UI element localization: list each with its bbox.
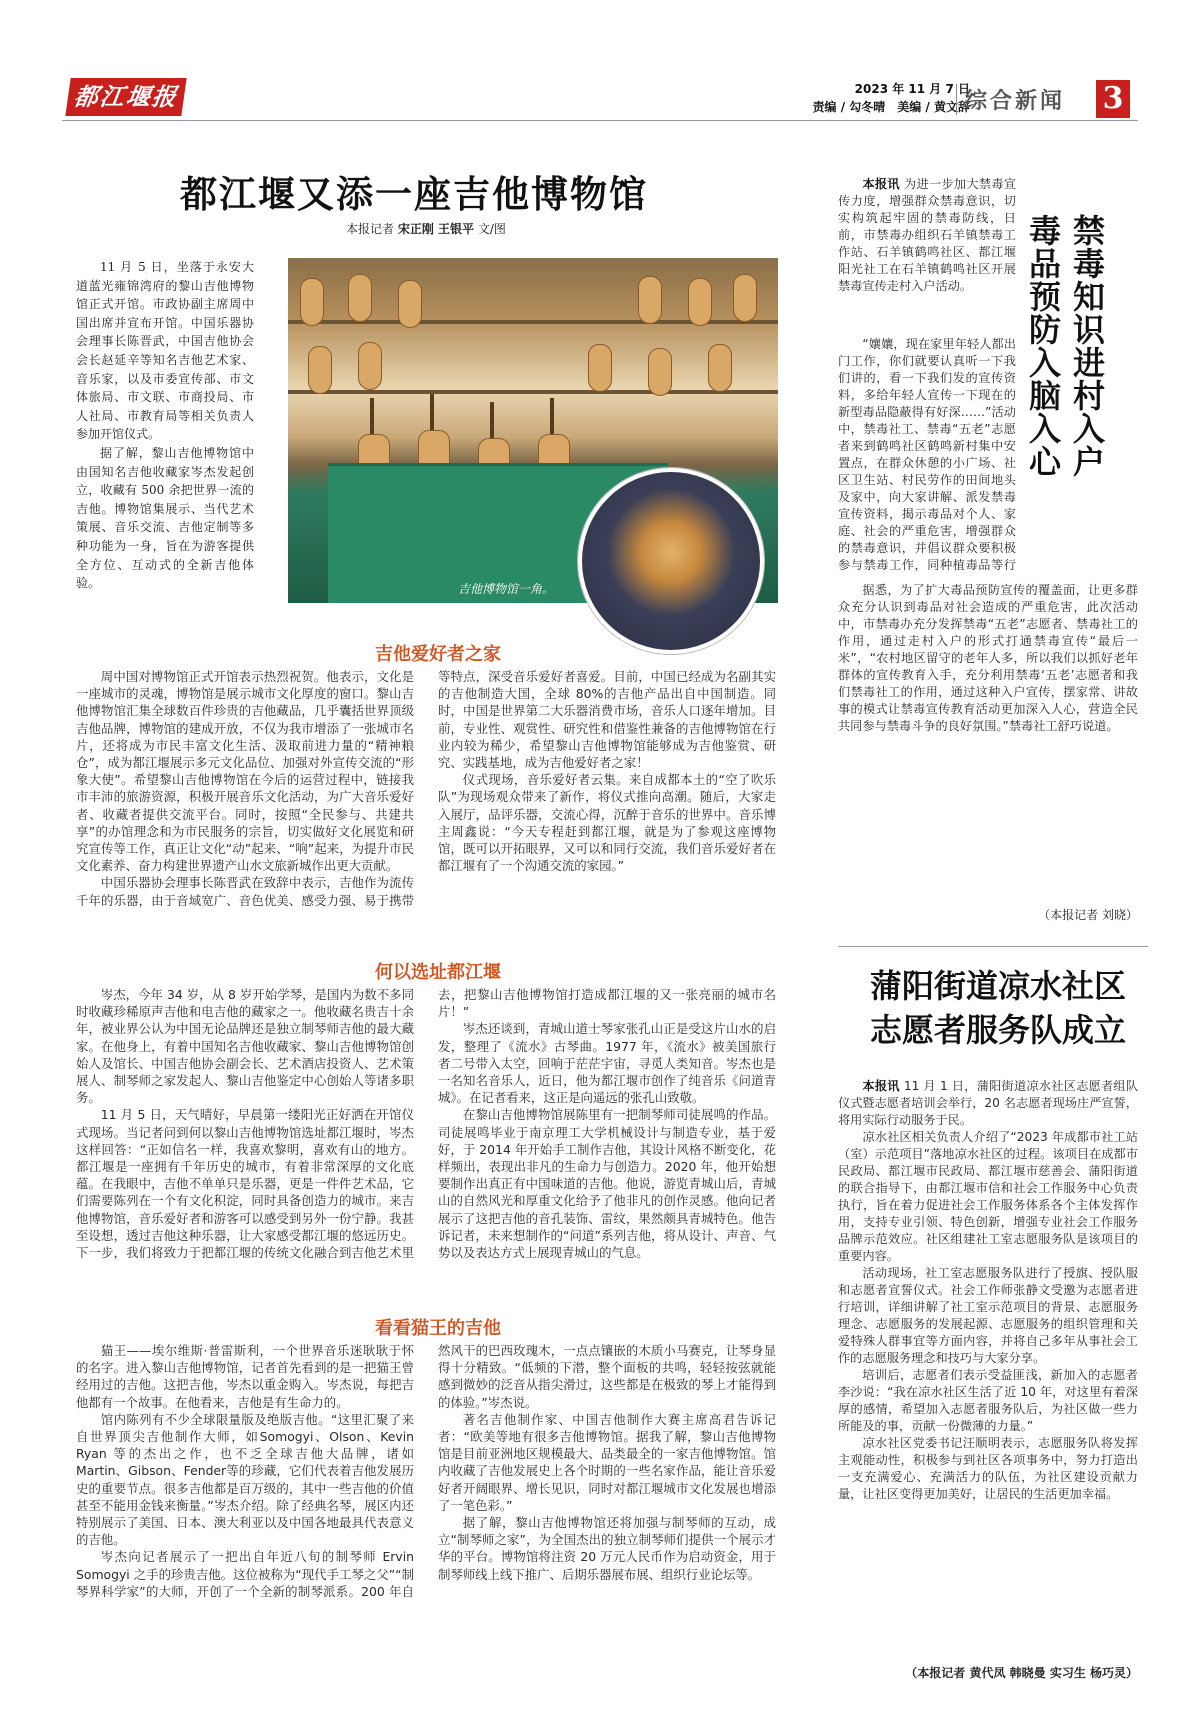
volunteer-headline — [848, 964, 1148, 1052]
guitar-shape — [348, 274, 372, 322]
body-paragraph: 在黎山吉他博物馆展陈里有一把制琴师司徒展鸣的作品。司徒展鸣毕业于南京理工大学机械设计与制造专业，基于爱好，于 2014 年开始手工制作吉他，其设计风格不断变化，花样频出，表现出非凡的生命力与创造力。2020 年，他开始想要制作出真正有中国味道的吉他。他说，游览青城山后，青城山的自然风光和厚重文化给予了他非凡的创作灵感。他向记者展示了这把吉他的音孔装饰、雷纹，果然颇具青城特色。他告诉记者，未来想制作的“问道”系列吉他，将从设计、声音、气势以及表达方式上展现青城山的气息。 — [438, 1107, 776, 1261]
section-3-body — [76, 1342, 776, 1688]
guitar-shape — [733, 274, 757, 322]
lead-tag: 本报讯 — [862, 177, 900, 191]
anti-drug-headline-line-2: 毒品预防入脑入心 — [1024, 214, 1062, 478]
article-lede — [76, 258, 254, 593]
anti-drug-body-wide — [838, 582, 1138, 892]
right-column-divider — [838, 946, 1148, 947]
byline — [346, 220, 506, 237]
byline-suffix: 文/图 — [477, 222, 506, 236]
body-paragraph: 猫王——埃尔维斯·普雷斯利，一个世界音乐迷耿耿于怀的名字。进入黎山吉他博物馆，记者首先看到的是一把猫王曾经用过的吉他。这把吉他，岑杰以重金购入。岑杰说，每把吉他都有一个故事。在他看来，吉他是有生命力的。 — [76, 1343, 414, 1410]
photo-caption: 吉他博物馆一角。 — [458, 582, 555, 596]
guitar-shape — [708, 344, 732, 392]
lead-tag: 本报讯 — [862, 1079, 900, 1093]
subhead-section-2: 何以选址都江堰 — [375, 962, 501, 983]
guitar-neck — [550, 398, 554, 438]
lead-text: 为进一步加大禁毒宣传力度，增强群众禁毒意识，切实构筑起牢固的禁毒防线，日前，市禁毒办组织石羊镇禁毒工作站、石羊镇鹤鸣社区、都江堰阳光社工在石羊镇鹤鸣社区开展禁毒宣传走村入户活动。 — [838, 177, 1017, 293]
body-paragraph — [838, 176, 1016, 295]
guitar-shape — [648, 348, 672, 396]
body-paragraph: 据悉，为了扩大毒品预防宣传的覆盖面，让更多群众充分认识到毒品对社会造成的严重危害，此次活动中，市禁毒办充分发挥禁毒“五老”志愿者、禁毒社工的作用，通过走村入户的形式打通禁毒宣传“最后一米”，“农村地区留守的老年人多，所以我们以抓好老年群体的宣传教育入手，充分利用禁毒‘五老’志愿者和我们禁毒社工的作用，通过这种入户宣传，摆家常、讲故事的模式让禁毒宣传教育活动更加深入人心，营造全民共同参与禁毒斗争的良好氛围。”禁毒社工舒巧说道。 — [838, 583, 1138, 733]
subhead-section-3: 看看猫王的吉他 — [375, 1318, 501, 1339]
guitar-neck — [490, 402, 494, 442]
guitar-shape — [300, 278, 324, 326]
body-paragraph: 中国乐器协会理事长陈晋武在致辞中表示，吉他作为流传千年的乐器，由于音域宽广、音色优美、感受力强、易于携带等特点，深受音乐爱好者喜爱。目前，中国已经成为名副其实的吉他制造大国，全球 80%的吉他产品出自中国制造。同时，中国是世界第二大乐器消费市场，音乐人口逐年增加。目前，专业性、观赏性、研究性和借鉴性兼备的吉他博物馆在行业内较为稀少，希望黎山吉他博物馆能够成为吉他鉴赏、研究、实践基地，成为吉他爱好者之家！ — [76, 669, 776, 908]
section-1-body — [76, 668, 776, 950]
body-paragraph: 据了解，黎山吉他博物馆还将加强与制琴师的互动，成立“制琴师之家”，为全国杰出的独立制琴师们提供一个展示才华的平台。博物馆将注资 20 万元人民币作为启动资金，用于制琴师线上线下推广、后期乐器展布展、组织行业论坛等。 — [438, 1515, 776, 1582]
body-paragraph: 仪式现场，音乐爱好者云集。来自成都本土的“空了吹乐队”为现场观众带来了新作，将仪式推向高潮。随后，大家走入展厅，品评乐器，交流心得，沉醉于音乐的世界中。音乐博主周鑫说：“今天专程赶到都江堰，就是为了参观这座博物馆，既可以开拓眼界，又可以和同行交流，我们音乐爱好者在都江堰有了一个沟通交流的家园。” — [438, 772, 776, 874]
body-paragraph: 凉水社区党委书记汪顺明表示，志愿服务队将发挥主观能动性，积极参与到社区各项事务中，努力打造出一支充满爱心、充满活力的队伍，为社区建设贡献力量，让社区变得更加美好，让居民的生活更加幸福。 — [838, 1436, 1138, 1501]
editors-credit: 责编 / 勾冬晴 美编 / 黄文辞 — [812, 100, 970, 114]
guitar-shape — [638, 276, 662, 324]
guitar-shape — [308, 346, 332, 394]
byline-prefix: 本报记者 — [346, 222, 395, 236]
body-paragraph: 培训后，志愿者们表示受益匪浅，新加入的志愿者李沙说：“我在凉水社区生活了近 10 年，对这里有着深厚的感情，希望加入志愿者服务队后，为社区做一些力所能及的事，贡献一份微薄的力量。” — [838, 1368, 1138, 1433]
volunteer-body — [838, 1078, 1138, 1660]
body-paragraph: 岑杰还谈到，青城山道士琴家张孔山正是受这片山水的启发，整理了《流水》古琴曲。1977 年，《流水》被美国旅行者二号带入太空，回响于茫茫宇宙，寻觅人类知音。岑杰也是一名知名音乐人，近日，他为都江堰市创作了纯音乐《问道青城》。在记者看来，这正是向遥远的张孔山致敬。 — [438, 1021, 776, 1106]
lede-paragraph: 11 月 5 日，坐落于永安大道蓝光雍锦湾府的黎山吉他博物馆正式开馆。市政协副主席周中国出席并宣布开馆。中国乐器协会理事长陈晋武，中国吉他协会会长赵延辛等知名吉他艺术家、音乐家，以及市委宣传部、市文体旅局、市文联、市商投局、市人社局、市教育局等相关负责人参加开馆仪式。 — [76, 260, 254, 442]
issue-date: 2023 年 11 月 7 日 — [854, 82, 970, 96]
main-headline: 都江堰又添一座吉他博物馆 — [180, 172, 648, 216]
newspaper-logo: 都江堰报 — [65, 78, 186, 116]
guitar-shape — [398, 280, 422, 328]
body-paragraph: 11 月 5 日，天气晴好，早晨第一缕阳光正好洒在开馆仪式现场。当记者问到何以黎山吉他博物馆选址都江堰时，岑杰这样回答：“正如信名一样，我喜欢黎明，喜欢有山的地方。都江堰是一座拥有千年历史的城市，有着非常深厚的文化底蕴。在我眼中，吉他不单单只是乐器，更是一件件艺术品，它们需要陈列在一个有文化积淀，同时具备创造力的城市。来吉他博物馆，音乐爱好者和游客可以感受到另外一份宁静。我甚至设想，透过吉他这种乐器，让大家感受都江堰的悠远历史。下一步，我们将致力于把都江堰的传统文化融合到吉他艺术里去，把黎山吉他博物馆打造成都江堰的又一张亮丽的城市名片！” — [76, 987, 776, 1261]
guitar-neck — [370, 398, 374, 438]
lede-paragraph: 据了解，黎山吉他博物馆中由国知名吉他收藏家岑杰发起创立，收藏有 500 余把世界一流的吉他。博物馆集展示、当代艺术策展、音乐交流、吉他定制等多种功能为一身，旨在为游客提供全方位、互动式的全新吉他体验。 — [76, 445, 254, 591]
guitar-shape — [588, 344, 612, 392]
subhead-section-1: 吉他爱好者之家 — [375, 644, 501, 665]
volunteer-headline-line-1: 蒲阳街道凉水社区 — [869, 967, 1126, 1005]
body-paragraph: 岑杰向记者展示了一把出自年近八旬的制琴师 Ervin Somogyi 之手的珍贵吉他。这位被称为“现代手工琴之父”“制琴界科学家”的大师，开创了一个全新的制琴派系。200 年自然风干的巴西玫瑰木，一点点镶嵌的木质小马赛克，让琴身显得十分精致。“低频的下潜，整个面板的共鸣，轻轻按弦就能感到微妙的泛音从指尖滑过，这些都是在极致的琴上才能得到的体验。”岑杰说。 — [76, 1343, 776, 1599]
anti-drug-body-narrow — [838, 176, 1016, 295]
guitar-neck — [430, 394, 434, 434]
body-paragraph: 馆内陈列有不少全球限量版及绝版吉他。“这里汇聚了来自世界顶尖吉他制作大师，如Somogyi、Olson、Kevin Ryan 等的杰出之作，也不乏全球吉他大品牌，诸如 Martin、Gibson、Fender等的珍藏，它们代表着吉他发展历史的重要节点。很多吉他都是百万级的，其中一些吉他的价值甚至不能用金钱来衡量。”岑杰介绍。除了经典名琴，展区内还特别展示了美国、日本、澳大利亚以及中国各地最具代表意义的吉他。 — [76, 1411, 414, 1548]
anti-drug-body-narrow-2 — [838, 336, 1016, 576]
anti-drug-headline-line-1: 禁毒知识进村入户 — [1068, 214, 1106, 478]
body-paragraph: 活动现场，社工室志愿服务队进行了授旗、授队服和志愿者宣誓仪式。社会工作师张静文受邀为志愿者进行培训，详细讲解了社工室示范项目的背景、志愿服务理念、志愿服务的发展起源、志愿服务的组织管理和关爱特殊人群事宜等方面内容，并将自己多年从事社会工作的志愿服务理念和技巧与大家分享。 — [838, 1266, 1138, 1365]
body-paragraph: “孃孃，现在家里年轻人都出门工作，你们就要认真听一下我们讲的，看一下我们发的宣传资料，多给年轻人宣传一下现在的新型毒品隐蔽得有好深……”活动中，禁毒社工、禁毒“五老”志愿者来到鹤鸣社区鹤鸣新村集中安置点，在群众休憩的小广场、社区卫生站、村民劳作的田间地头及家中，向大家讲解、派发禁毒宣传资料，揭示毒品对个人、家庭、社会的严重危害，增强群众的禁毒意识，并倡议群众要积极参与禁毒工作，同种植毒品等行 — [838, 337, 1016, 572]
guitar-shape — [688, 278, 712, 326]
body-paragraph: 周中国对博物馆正式开馆表示热烈祝贺。他表示，文化是一座城市的灵魂，博物馆是展示城市文化厚度的窗口。黎山吉他博物馆汇集全球数百件珍贵的吉他藏品，几乎囊括世界顶级吉他品牌，博物馆的建成开放，不仅为我市增添了一张城市名片，还将成为市民丰富文化生活、汲取前进力量的“精神粮仓”，成为都江堰展示多元文化品位、加强对外宣传交流的“形象大使”。希望黎山吉他博物馆在今后的运营过程中，链接我市丰沛的旅游资源，积极开展音乐文化活动，为广大音乐爱好者、收藏者提供交流平台。同时，按照“全民参与、共建共享”的办馆理念和为市民服务的宗旨，切实做好文化展览和研究宣传等工作，真正让文化“动”起来、“响”起来，为提升市民文化素养、奋力构建世界遗产山水文旅新城作出更大贡献。 — [76, 669, 414, 874]
lead-text: 11 月 1 日，蒲阳街道凉水社区志愿者组队仪式暨志愿者培训会举行，20 名志愿者现场庄严宣誓，将用实际行动服务于民。 — [838, 1079, 1138, 1127]
section-name: 综合新闻 — [956, 84, 1065, 115]
body-paragraph: 岑杰，今年 34 岁，从 8 岁开始学琴，是国内为数不多同时收藏珍稀原声吉他和电吉他的藏家之一。他收藏名贵吉十余年，被业界公认为中国无论品牌还是独立制琴师吉他的最大藏家。在他身上，有着中国知名吉他收藏家、黎山吉他博物馆创始人及馆长、中国吉他协会副会长、艺术酒店投资人、艺术策展人、制琴师之家发起人、黎山吉他鉴定中心创始人等诸多职务。 — [76, 987, 414, 1106]
volunteer-headline-line-2: 志愿者服务队成立 — [869, 1011, 1126, 1049]
body-paragraph — [838, 1078, 1138, 1129]
volunteer-credit: （本报记者 黄代凤 韩晓曼 实习生 杨巧灵） — [905, 1666, 1138, 1680]
guitar-shape — [358, 342, 382, 390]
body-paragraph: 著名吉他制作家、中国吉他制作大赛主席高君告诉记者：“欧美等地有很多吉他博物馆。据我了解，黎山吉他博物馆是目前亚洲地区规模最大、品类最全的一家吉他博物馆。馆内收藏了吉他发展史上各个时期的一些名家作品，能让音乐爱好者开阔眼界、增长见识，同时对都江堰城市文化发展也增添了一笔色彩。” — [438, 1411, 776, 1513]
photo-shelf — [288, 390, 778, 394]
guitar-detail-inset — [578, 468, 764, 654]
byline-names: 宋正刚 王银平 — [397, 222, 475, 236]
header-divider — [62, 120, 1138, 121]
section-2-body — [76, 986, 776, 1308]
page-number: 3 — [1096, 80, 1130, 118]
body-paragraph: 凉水社区相关负责人介绍了“2023 年成都市社工站（室）示范项目”落地凉水社区的过程。该项目在成都市民政局、都江堰市民政局、都江堰市慈善会、蒲阳街道的联合指导下，由都江堰市信和社会工作服务中心负责执行，旨在着力促进社会工作服务体系各个主体发挥作用，支持专业引领、特色创新，增强专业社会工作服务品牌示范效应。社区组建社工室志愿服务队是该项目的重要内容。 — [838, 1130, 1138, 1263]
anti-drug-credit: （本报记者 刘晓） — [1038, 908, 1138, 922]
